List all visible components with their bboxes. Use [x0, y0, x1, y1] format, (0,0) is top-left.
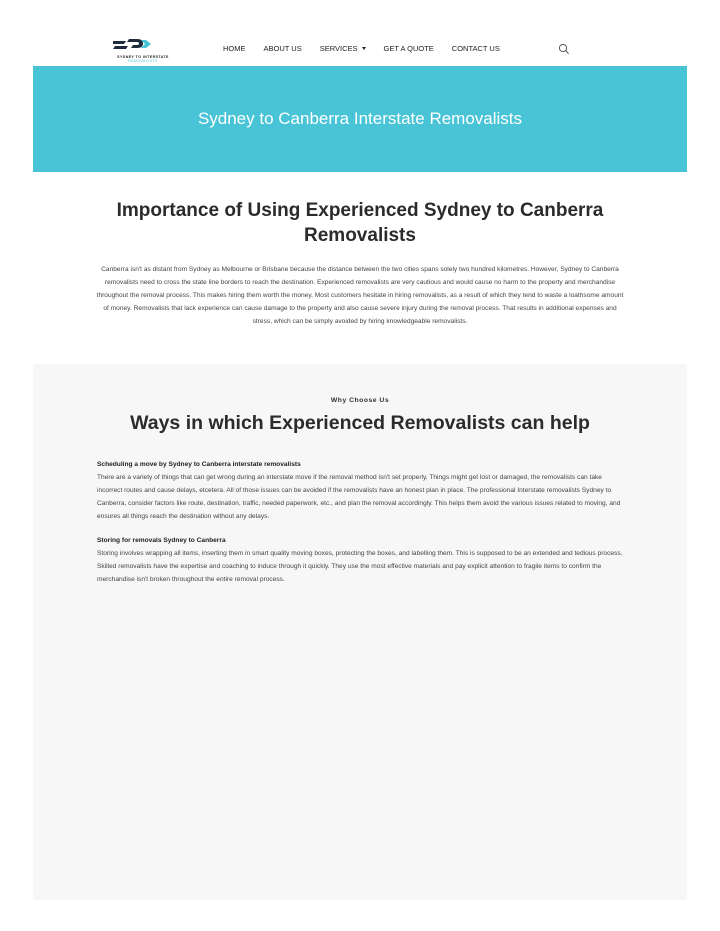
why-choose-us-section: [33, 364, 687, 900]
nav-item-about-us[interactable]: [264, 44, 302, 53]
nav-item-label: SERVICES: [319, 44, 358, 53]
site-header: [33, 28, 687, 68]
nav-item-services[interactable]: [320, 44, 366, 53]
nav-item-label: ABOUT US: [263, 44, 302, 53]
logo-line1: SYDNEY TO INTERSTATE: [117, 55, 169, 59]
why-heading: Ways in which Experienced Removalists can help: [130, 412, 590, 434]
nav-item-get-a-quote[interactable]: [384, 44, 434, 53]
block-body: Storing involves wrapping all items, inserting them in smart quality moving boxes, protecting the boxes, and labelling them. This is supposed to be an extended and tedious process. Skilled removalists have the expertise and coaching to induce through it quickly. They use the most effective materials and pay explicit attention to fragile items to confirm the merchandise isn't broken throughout the entire removal process.: [97, 549, 623, 583]
content-block-storing: [97, 535, 627, 587]
nav-item-label: CONTACT US: [451, 44, 500, 53]
main-nav: [223, 44, 518, 53]
logo-mark-icon: [113, 38, 175, 54]
site-logo[interactable]: [113, 38, 175, 62]
block-title: Scheduling a move by Sydney to Canberra interstate removalists: [97, 461, 301, 468]
search-icon[interactable]: [558, 43, 570, 55]
hero-title: Sydney to Canberra Interstate Removalists: [197, 109, 523, 128]
nav-item-contact-us[interactable]: [452, 44, 500, 53]
block-title: Storing for removals Sydney to Canberra: [97, 537, 226, 544]
nav-item-label: HOME: [223, 44, 246, 53]
hero-banner: [33, 66, 687, 172]
chevron-down-icon: [362, 47, 366, 50]
importance-heading: Importance of Using Experienced Sydney to Canberra Removalists: [116, 200, 604, 246]
logo-text: [95, 55, 191, 63]
content-block-scheduling: [97, 459, 627, 524]
block-body: There are a variety of things that can get wrong during an interstate move if the removal method isn't set properly. Things might get lost or damaged, the removalists can take incorrect routes and cause delays, etcetera. All of those issues can be avoided if the removalists have an honest plan in place. The professional Interstate removalists Sydney to Canberra, consider factors like route, destination, traffic, needed paperwork, etc., and plan the removal accordingly. This helps them avoid the various issues related to moving, and ensures all things reach the destination without any delays.: [97, 473, 621, 520]
logo-line2: REMOVALISTS: [128, 59, 158, 63]
importance-paragraph: Canberra isn't as distant from Sydney as Melbourne or Brisbane because the distance between the two cities spans solely two hundred kilometres. However, Sydney to Canberra removalists need to cross the state line borders to reach the destination. Experienced removalists are very cautious and would cause no harm to the property and merchandise throughout the removal process. This makes hiring them worth the money. Most customers hesitate in hiring removalists, as a result of which they tend to waste a loathsome amount of money. Removalists that lack experience can cause damage to the property and also cause severe injury during the removal process. That results in additional expenses and stress, which can be simply avoided by hiring knowledgeable removalists.: [96, 266, 624, 325]
section-eyebrow: Why Choose Us: [330, 397, 390, 404]
nav-item-label: GET A QUOTE: [383, 44, 434, 53]
nav-item-home[interactable]: [223, 44, 246, 53]
importance-section: [33, 198, 687, 329]
